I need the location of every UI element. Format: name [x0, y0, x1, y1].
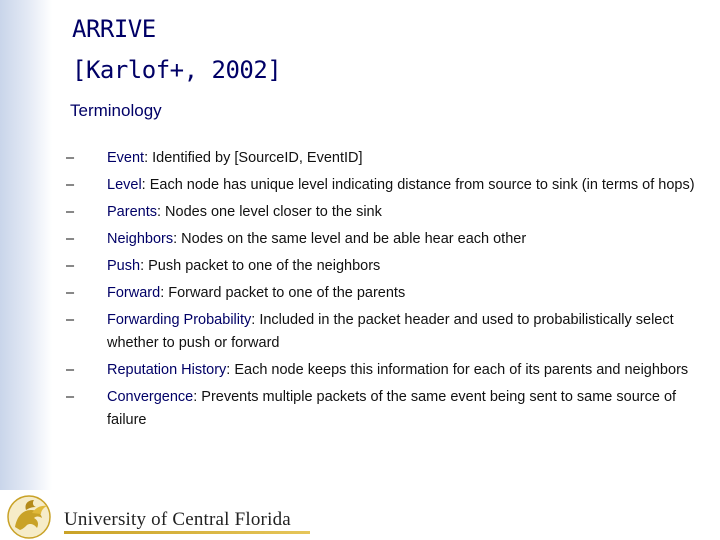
list-item [66, 386, 716, 432]
term-definition: : Each node has unique level indicating distance from source to sink (in terms of hops) [141, 177, 695, 193]
bullet-dash: – [66, 362, 75, 378]
logo-wordmark: University of Central Florida [64, 509, 291, 530]
pegasus-icon [6, 494, 52, 540]
university-logo [6, 494, 316, 540]
bullet-dash: – [66, 285, 75, 301]
section-heading: Terminology [70, 101, 162, 120]
list-item [66, 255, 716, 278]
bullet-dash: – [66, 312, 75, 328]
bullet-dash: – [66, 389, 75, 405]
term-name: Neighbors [107, 231, 174, 247]
term-definition: : Identified by [SourceID, EventID] [144, 150, 363, 166]
logo-underline [64, 531, 310, 534]
list-item [66, 359, 716, 382]
list-item [66, 147, 716, 170]
term-definition: : Nodes on the same level and be able hear each other [173, 231, 527, 247]
bullet-dash: – [66, 258, 75, 274]
term-definition: : Prevents multiple packets of the same event being sent to same source of failure [107, 389, 677, 428]
slide-title: ARRIVE [72, 15, 156, 43]
list-item [66, 282, 716, 305]
bullet-dash: – [66, 204, 75, 220]
list-item [66, 309, 716, 355]
term-name: Reputation History [107, 362, 227, 378]
term-name: Parents [107, 204, 157, 220]
left-accent-bar [0, 0, 52, 490]
bullet-dash: – [66, 150, 75, 166]
list-item [66, 174, 716, 197]
list-item [66, 201, 716, 224]
term-definition: : Nodes one level closer to the sink [156, 204, 382, 220]
slide-citation: [Karlof+, 2002] [72, 56, 282, 84]
bullet-dash: – [66, 177, 75, 193]
term-definition: : Each node keeps this information for each of its parents and neighbors [226, 362, 689, 378]
term-name: Push [107, 258, 141, 274]
term-definition: : Included in the packet header and used to probabilistically select whether to push or forward [107, 312, 674, 351]
term-name: Forwarding Probability [107, 312, 252, 328]
term-name: Convergence [107, 389, 194, 405]
term-name: Forward [107, 285, 161, 301]
term-definition: : Forward packet to one of the parents [160, 285, 406, 301]
list-item [66, 228, 716, 251]
term-name: Event [107, 150, 145, 166]
terminology-list [66, 147, 716, 436]
bullet-dash: – [66, 231, 75, 247]
term-name: Level [107, 177, 142, 193]
term-definition: : Push packet to one of the neighbors [140, 258, 381, 274]
